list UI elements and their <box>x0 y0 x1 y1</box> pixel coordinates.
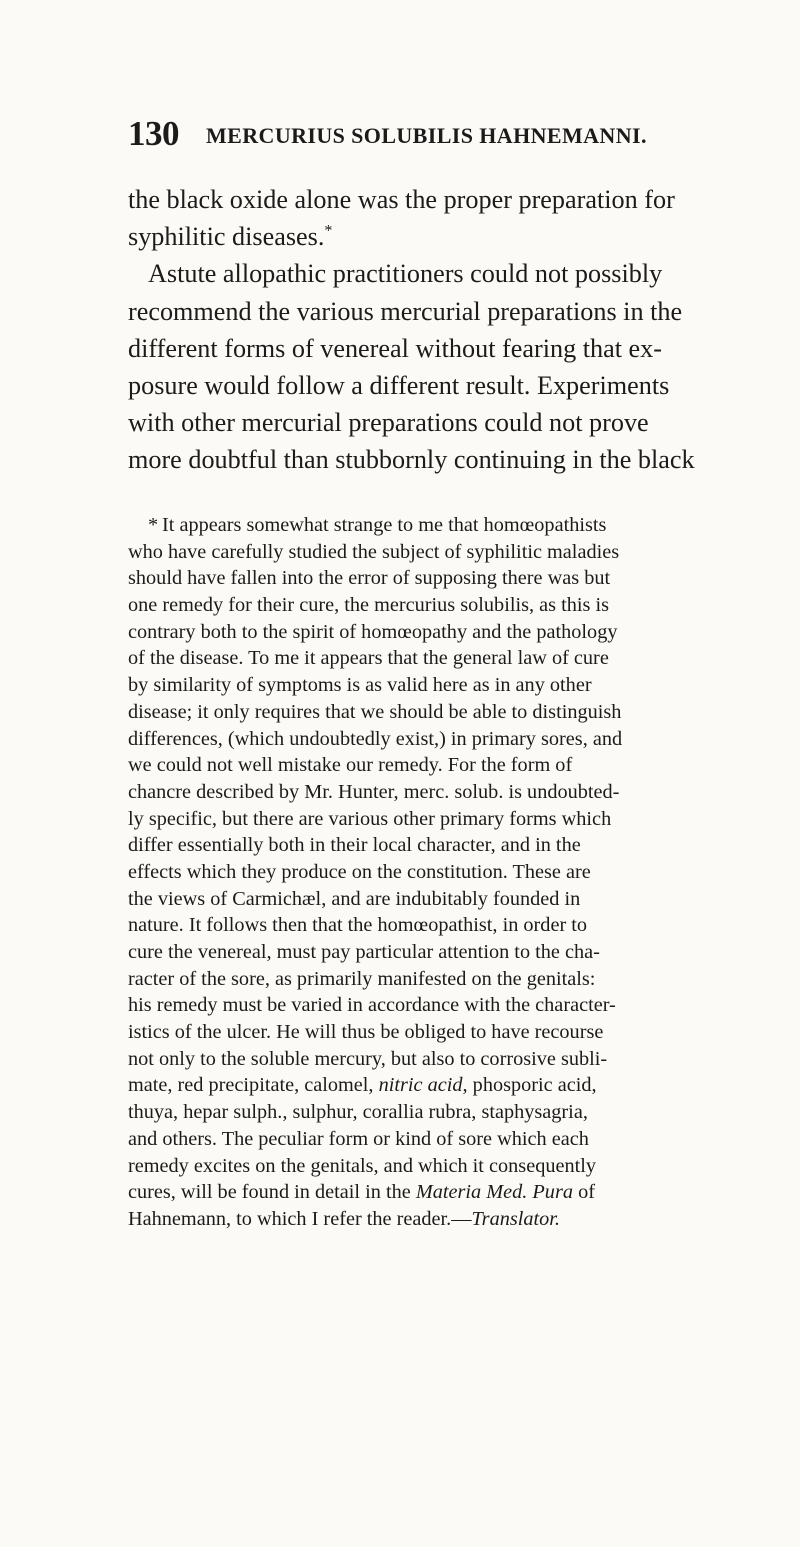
footnote-line: mate, red precipitate, calomel, nitric acid, phosporic acid, <box>128 1074 597 1097</box>
footnote-line: cures, will be found in detail in the Materia Med. Pura of <box>128 1181 595 1204</box>
footnote-line: contrary both to the spirit of homœopathy and the pathology <box>128 620 618 643</box>
footnote-mark: * <box>148 514 159 536</box>
footnote-line: istics of the ulcer. He will thus be obliged to have recourse <box>128 1021 604 1044</box>
main-text-line: the black oxide alone was the proper preparation for <box>128 185 675 214</box>
footnote-line: and others. The peculiar form or kind of sore which each <box>128 1127 589 1150</box>
italic-text: Translator. <box>471 1207 561 1230</box>
main-text-line: more doubtful than stubbornly continuing in the black <box>128 445 695 475</box>
footnote-line: by similarity of symptoms is as valid here as in any other <box>128 674 592 697</box>
footnote-line: who have carefully studied the subject of syphilitic maladies <box>128 540 620 563</box>
footnote-line: * It appears somewhat strange to me that homœopathists <box>128 512 750 539</box>
main-text-line: with other mercurial preparations could not prove <box>128 408 649 438</box>
footnote-line: we could not well mistake our remedy. For the form of <box>128 754 573 777</box>
footnote-line: not only to the soluble mercury, but also to corrosive subli- <box>128 1047 608 1070</box>
page-number: 130 <box>128 114 179 153</box>
running-title: MERCURIUS SOLUBILIS HAHNEMANNI. <box>206 123 647 148</box>
footnote-line: racter of the sore, as primarily manifested on the genitals: <box>128 967 596 990</box>
footnote-line: cure the venereal, must pay particular attention to the cha- <box>128 941 600 963</box>
page-header <box>128 114 748 162</box>
main-text-line: different forms of venereal without fearing that ex- <box>128 333 662 363</box>
footnote-line: Hahnemann, to which I refer the reader.—Translator. <box>128 1207 561 1230</box>
main-text-line: recommend the various mercurial preparations in the <box>128 296 683 326</box>
footnote-line: effects which they produce on the constitution. These are <box>128 860 591 883</box>
footnote-line: remedy excites on the genitals, and which it consequently <box>128 1154 597 1177</box>
footnote-line: differences, (which undoubtedly exist,) in primary sores, and <box>128 727 623 750</box>
footnote-line: of the disease. To me it appears that the general law of cure <box>128 647 609 670</box>
italic-text: nitric acid <box>378 1074 463 1097</box>
main-text-line: posure would follow a different result. Experiments <box>128 370 670 400</box>
footnote-line: disease; it only requires that we should be able to distinguish <box>128 700 622 723</box>
main-text-line: syphilitic diseases.* <box>128 222 333 252</box>
footnote-line: the views of Carmichæl, and are indubitably founded in <box>128 887 581 910</box>
footnote-line: chancre described by Mr. Hunter, merc. solub. is undoubted- <box>128 780 620 803</box>
footnote-line: differ essentially both in their local character, and in the <box>128 834 581 857</box>
footnote-line: should have fallen into the error of supposing there was but <box>128 567 611 590</box>
footnote-reference: * <box>324 222 333 240</box>
footnote-line: one remedy for their cure, the mercurius solubilis, as this is <box>128 594 609 617</box>
footnote-line: thuya, hepar sulph., sulphur, corallia rubra, staphysagria, <box>128 1101 588 1124</box>
footnote <box>128 512 750 1233</box>
footnote-line: nature. It follows then that the homœopathist, in order to <box>128 914 588 937</box>
italic-text: Materia Med. Pura <box>415 1181 573 1204</box>
main-text <box>128 181 750 479</box>
footnote-line: ly specific, but there are various other primary forms which <box>128 807 612 830</box>
main-text-line: Astute allopathic practitioners could not possibly <box>148 259 663 289</box>
footnote-line: his remedy must be varied in accordance with the character- <box>128 994 616 1017</box>
